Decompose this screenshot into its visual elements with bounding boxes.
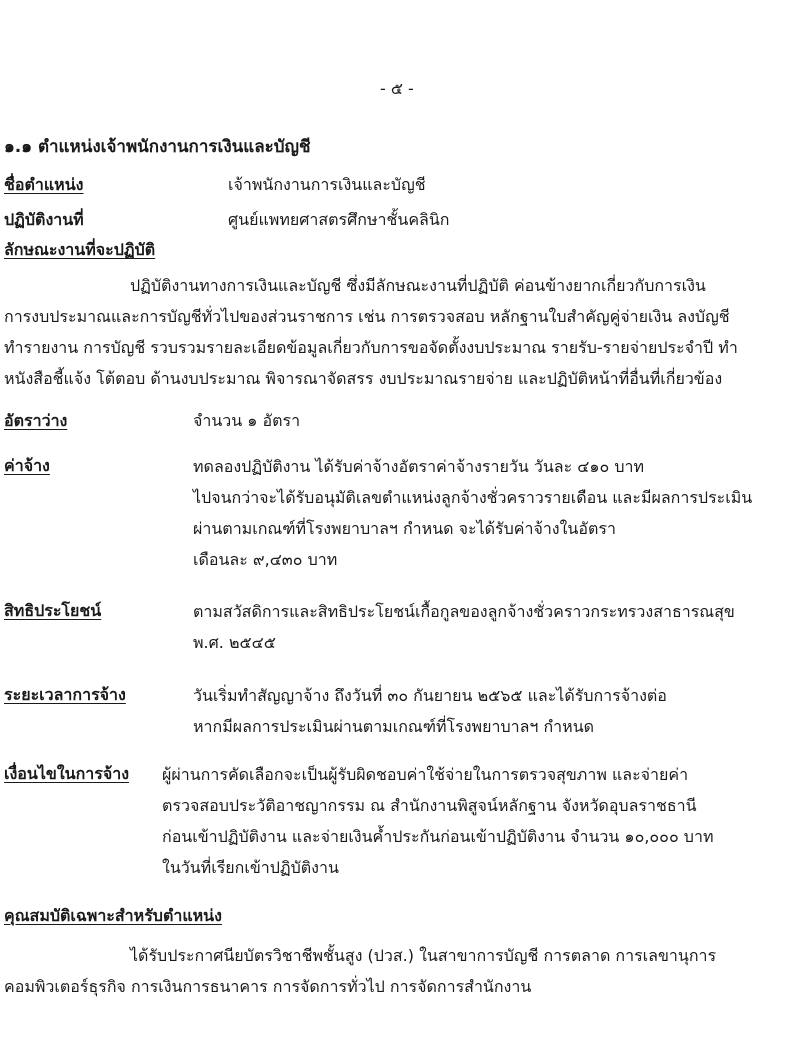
- page-number: - ๕ -: [380, 79, 414, 98]
- employment-period-line: วันเริ่มทำสัญญาจ้าง ถึงวันที่ ๓๐ กันยายน ๒๕๖๕ และได้รับการจ้างต่อ: [193, 686, 667, 705]
- position-name-value: เจ้าพนักงานการเงินและบัญชี: [228, 175, 426, 194]
- benefits-details: [193, 596, 735, 658]
- wage-label: ค่าจ้าง: [4, 456, 50, 475]
- employment-conditions-line: ในวันที่เรียกเข้าปฏิบัติงาน: [162, 858, 339, 877]
- wage-details: [193, 451, 752, 575]
- job-nature-line: การงบประมาณและการบัญชีทั่วไปของส่วนราชการ เช่น การตรวจสอบ หลักฐานใบสำคัญคู่จ่ายเงิน ลงบัญชี: [4, 307, 730, 326]
- job-nature-paragraph: [4, 270, 800, 394]
- job-nature-line: ทำรายงาน การบัญชี รวบรวมรายละเอียดข้อมูลเกี่ยวกับการขอจัดตั้งงบประมาณ รายรับ-รายจ่ายประจำปี ทำ: [4, 338, 738, 357]
- benefits-line: พ.ศ. ๒๕๔๕: [193, 633, 276, 652]
- wage-line: ทดลองปฏิบัติงาน ได้รับค่าจ้างอัตราค่าจ้างรายวัน วันละ ๔๑๐ บาท: [193, 457, 645, 476]
- job-nature-line: ปฏิบัติงานทางการเงินและบัญชี ซึ่งมีลักษณะงานที่ปฏิบัติ ค่อนข้างยากเกี่ยวกับการเงิน: [130, 276, 706, 295]
- employment-conditions-line: ก่อนเข้าปฏิบัติงาน และจ่ายเงินค้ำประกันก่อนเข้าปฏิบัติงาน จำนวน ๑๐,๐๐๐ บาท: [162, 827, 714, 846]
- benefits-line: ตามสวัสดิการและสิทธิประโยชน์เกื้อกูลของลูกจ้างชั่วคราวกระทรวงสาธารณสุข: [193, 602, 735, 621]
- employment-conditions-line: ตรวจสอบประวัติอาชญากรรม ณ สำนักงานพิสูจน์หลักฐาน จังหวัดอุบลราชธานี: [162, 796, 697, 815]
- wage-line: ไปจนกว่าจะได้รับอนุมัติเลขตำแหน่งลูกจ้างชั่วคราวรายเดือน และมีผลการประเมิน: [193, 488, 753, 507]
- qualifications-paragraph: [4, 940, 800, 1002]
- employment-conditions-line: ผู้ผ่านการคัดเลือกจะเป็นผู้รับผิดชอบค่าใช้จ่ายในการตรวจสุขภาพ และจ่ายค่า: [162, 765, 689, 784]
- workplace-label: ปฏิบัติงานที่: [4, 210, 84, 229]
- job-nature-line: หนังสือชี้แจ้ง โต้ตอบ ด้านงบประมาณ พิจารณาจัดสรร งบประมาณรายจ่าย และปฏิบัติหน้าที่อื่นที่เกี่ยวข้อง: [4, 369, 723, 388]
- benefits-label: สิทธิประโยชน์: [4, 601, 102, 620]
- qualifications-label: คุณสมบัติเฉพาะสำหรับตำแหน่ง: [4, 906, 222, 925]
- employment-conditions-details: [162, 759, 713, 883]
- vacancy-label: อัตราว่าง: [4, 411, 68, 430]
- qualifications-line: คอมพิวเตอร์ธุรกิจ การเงินการธนาคาร การจัดการทั่วไป การจัดการสำนักงาน: [4, 977, 532, 996]
- wage-line: เดือนละ ๙,๔๓๐ บาท: [193, 550, 338, 569]
- wage-line: ผ่านตามเกณฑ์ที่โรงพยาบาลฯ กำหนด จะได้รับค่าจ้างในอัตรา: [193, 519, 616, 538]
- vacancy-value: จำนวน ๑ อัตรา: [193, 411, 301, 430]
- job-nature-label: ลักษณะงานที่จะปฏิบัติ: [4, 240, 156, 259]
- employment-period-line: หากมีผลการประเมินผ่านตามเกณฑ์ที่โรงพยาบาลฯ กำหนด: [193, 717, 595, 736]
- employment-period-details: [193, 680, 667, 742]
- qualifications-line: ได้รับประกาศนียบัตรวิชาชีพชั้นสูง (ปวส.) ในสาขาการบัญชี การตลาด การเลขานุการ: [130, 946, 717, 965]
- section-title: ๑.๑ ตำแหน่งเจ้าพนักงานการเงินและบัญชี: [4, 137, 311, 157]
- employment-conditions-label: เงื่อนไขในการจ้าง: [4, 764, 129, 783]
- workplace-value: ศูนย์แพทยศาสตรศึกษาชั้นคลินิก: [228, 210, 450, 229]
- position-name-label: ชื่อตำแหน่ง: [4, 175, 84, 194]
- employment-period-label: ระยะเวลาการจ้าง: [4, 685, 126, 704]
